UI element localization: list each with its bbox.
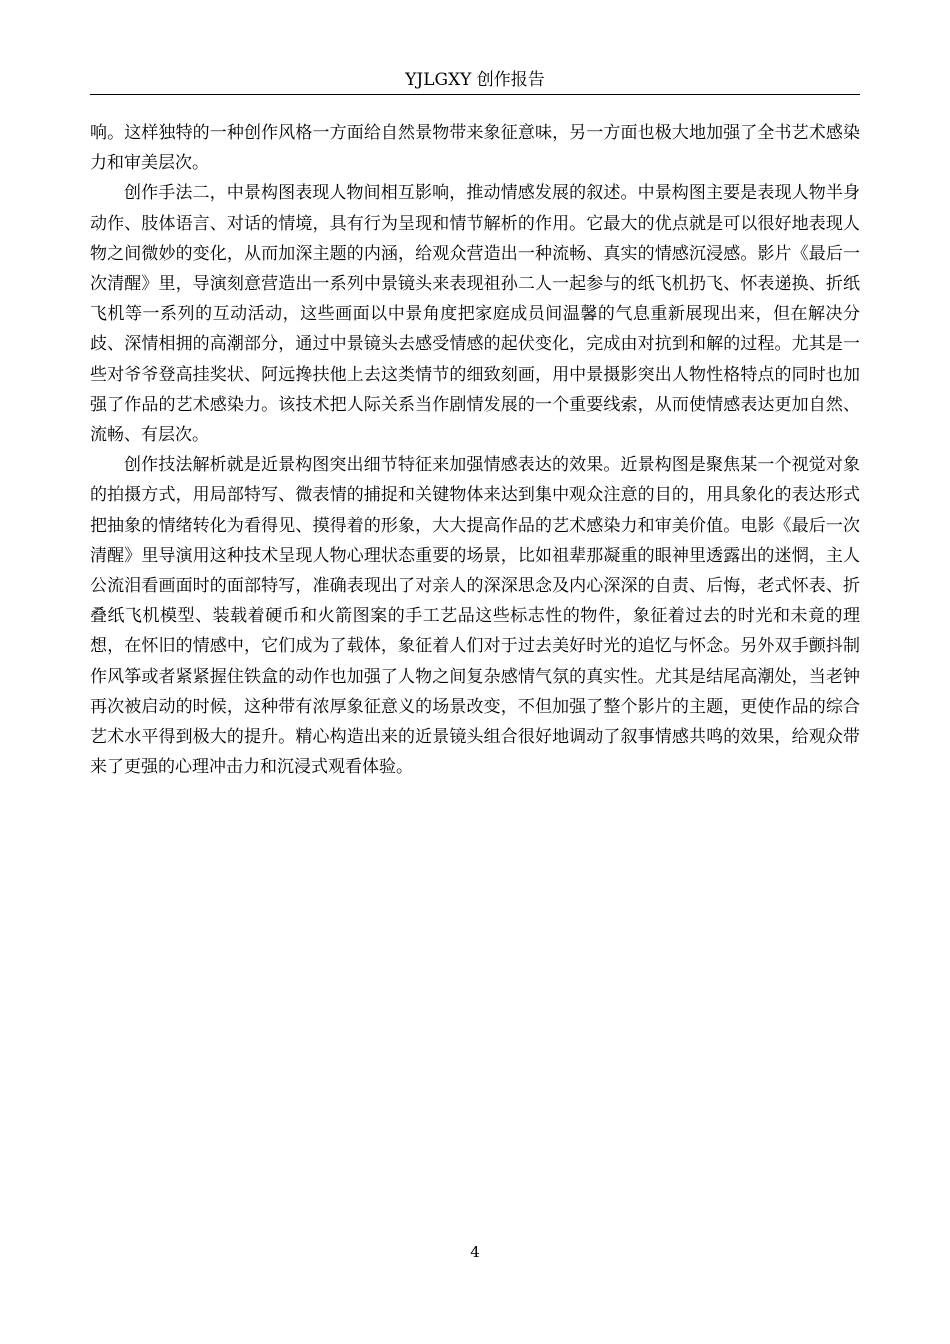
paragraph-close-up: 创作技法解析就是近景构图突出细节特征来加强情感表达的效果。近景构图是聚焦某一个视觉对象的拍摄方式，用局部特写、微表情的捕捉和关键物体来达到集中观众注意的目的，用具象化的表达形式把抽象的情绪转化为看得见、摸得着的形象，大大提高作品的艺术感染力和审美价值。电影《最后一次清醒》里导演用这种技术呈现人物心理状态重要的场景，比如祖辈那凝重的眼神里透露出的迷惘，主人公流泪看画面时的面部特写，准确表现出了对亲人的深深思念及内心深深的自责、后悔，老式怀表、折叠纸飞机模型、装载着硬币和火箭图案的手工艺品这些标志性的物件，象征着过去的时光和未竟的理想，在怀旧的情感中，它们成为了载体，象征着人们对于过去美好时光的追忆与怀念。另外双手颤抖制作风筝或者紧紧握住铁盒的动作也加强了人物之间复杂感情气氛的真实性。尤其是结尾高潮处，当老钟再次被启动的时候，这种带有浓厚象征意义的场景改变，不但加强了整个影片的主题，更使作品的综合艺术水平得到极大的提升。精心构造出来的近景镜头组合很好地调动了叙事情感共鸣的效果，给观众带来了更强的心理冲击力和沉浸式观看体验。 — [90, 455, 860, 778]
page-header — [90, 66, 860, 95]
paragraph-continued: 响。这样独特的一种创作风格一方面给自然景物带来象征意味，另一方面也极大地加强了全书艺术感染力和审美层次。 — [90, 123, 860, 174]
header-title: YJLGXY 创作报告 — [405, 70, 545, 90]
body-text — [90, 118, 860, 782]
paragraph-medium-shot: 创作手法二，中景构图表现人物间相互影响，推动情感发展的叙述。中景构图主要是表现人物半身动作、肢体语言、对话的情境，具有行为呈现和情节解析的作用。它最大的优点就是可以很好地表现人物之间微妙的变化，从而加深主题的内涵，给观众营造出一种流畅、真实的情感沉浸感。影片《最后一次清醒》里，导演刻意营造出一系列中景镜头来表现祖孙二人一起参与的纸飞机扔飞、怀表递换、折纸飞机等一系列的互动活动，这些画面以中景角度把家庭成员间温馨的气息重新展现出来，但在解决分歧、深情相拥的高潮部分，通过中景镜头去感受情感的起伏变化，完成由对抗到和解的过程。尤其是一些对爷爷登高挂奖状、阿远搀扶他上去这类情节的细致刻画，用中景摄影突出人物性格特点的同时也加强了作品的艺术感染力。该技术把人际关系当作剧情发展的一个重要线索，从而使情感表达更加自然、流畅、有层次。 — [90, 183, 860, 446]
page-number: 4 — [470, 1243, 480, 1261]
